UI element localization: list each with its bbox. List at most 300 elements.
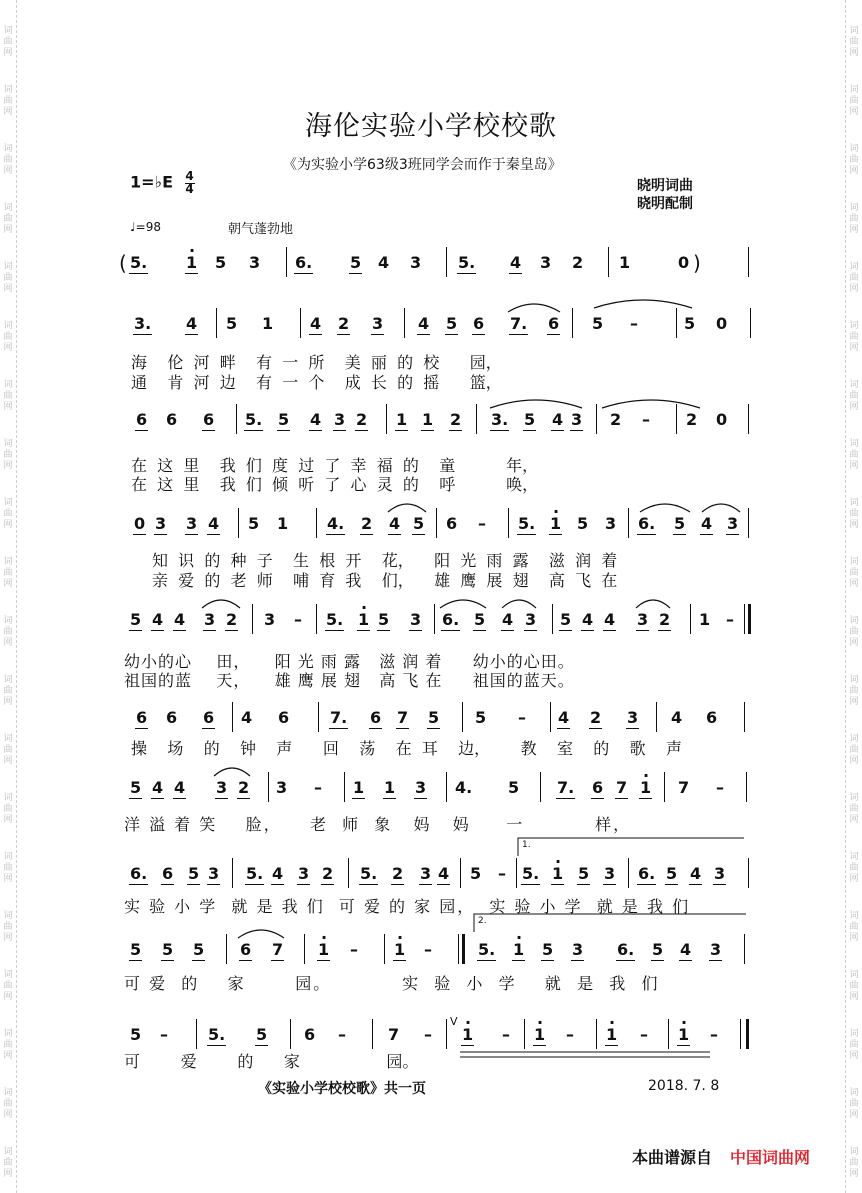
notation-line-d [0,514,862,550]
note: 4 [510,253,522,272]
bar-line [232,702,233,732]
note: 5 [188,864,200,883]
note: 3 [155,514,167,533]
watermark-mark: 词 曲 网 [3,144,13,176]
lyric-line5: 操 场 的 钟 声 回 荡 在 耳 边， 教 室 的 歌 声 [131,739,682,758]
note: 6 [278,708,290,727]
note: 3 [727,514,739,533]
watermark-mark: 词 曲 网 [849,675,859,707]
bar-line [462,934,465,964]
note: · 1 [550,514,561,533]
note: 6 [136,410,148,429]
note: 2 [361,514,373,533]
note: – [338,1025,346,1044]
note: 5 [652,940,664,959]
watermark-mark: 词 曲 网 [849,793,859,825]
bar-line [446,247,447,277]
note: 1 [353,778,365,797]
watermark-mark: 词 曲 网 [849,1088,859,1120]
key-label: 1=♭E [130,172,174,192]
note: 3 [410,610,422,629]
bar-line [744,702,745,732]
bar-line [232,858,233,888]
bar-line [748,247,749,277]
note: 3 [605,514,617,533]
note: 5 [428,708,440,727]
watermark-mark: 词 曲 网 [849,498,859,530]
note: 4 [241,708,253,727]
watermark-mark: 词 曲 网 [3,557,13,589]
note: – [710,1025,718,1044]
note: · 1 [552,864,563,883]
note: – [424,940,432,959]
notation-line-e [0,610,862,646]
note: 6. [130,864,148,883]
note: 4 [552,410,564,429]
tie-arc [602,400,700,408]
bar-line [268,772,269,802]
note: 2 [686,410,698,429]
meter-bottom: 4 [185,182,194,196]
lyric-line8: 可 爱 的 家 园。 实 验 小 学 就 是 我 们 [124,974,660,993]
bar-line [372,1019,373,1049]
note: 5 [666,864,678,883]
note: 3. [134,314,152,333]
note: 4 [174,610,186,629]
note: 3 [410,253,422,272]
note: 4. [327,514,345,533]
watermark-mark: 词 曲 网 [3,911,13,943]
note: 5 [524,410,536,429]
note: 6. [638,864,656,883]
bar-line [216,308,217,338]
note: 3 [415,778,427,797]
note: – [716,778,724,797]
note: 6 [136,708,148,727]
note: – [294,610,302,629]
note: 1 [384,778,396,797]
note: 1 [277,514,289,533]
note: 5 [130,1025,142,1044]
repeat-paren-open: ( [119,251,127,275]
note: 3 [637,610,649,629]
note: 3 [204,610,216,629]
note: 5. [246,864,264,883]
watermark-mark: 词 曲 网 [849,734,859,766]
bar-line [676,308,677,338]
note: 3. [491,410,509,429]
note: 6. [638,514,656,533]
footer-title: 《实验小学校校歌》共一页 [258,1081,426,1097]
note: 3 [710,940,722,959]
slur-arc [508,304,560,312]
source-site-link[interactable]: 中国词曲网 [730,1148,811,1167]
bar-line [750,308,751,338]
lyric-verse1-line1: 海 伦 河 畔 有 一 所 美 丽 的 校 园， [131,353,502,372]
note: 5. [245,410,263,429]
note: – [726,610,734,629]
slur-arc [388,504,426,512]
bar-line [508,508,509,538]
note: 2 [392,864,404,883]
bar-line [436,508,437,538]
note: 5. [130,253,148,272]
note: – [314,778,322,797]
footer-date: 2018. 7. 8 [648,1078,720,1094]
lyric-line6: 洋 溢 着 笑 脸， 老 师 象 妈 妈 一 样， [124,815,632,834]
credits [637,177,693,213]
watermark-mark: 词 曲 网 [849,262,859,294]
bar-line [348,858,349,888]
watermark-mark: 词 曲 网 [3,734,13,766]
note: 5 [470,864,482,883]
note: 0 [716,410,728,429]
bar-line [386,404,387,434]
bar-line [226,934,227,964]
note: 5. [458,253,476,272]
bar-line [746,1019,749,1049]
bar-line [524,1019,525,1049]
note: – [640,1025,648,1044]
note: 1 [699,610,711,629]
watermark-mark: 词 曲 网 [849,1029,859,1061]
slur-arc [502,600,536,608]
notation-line-g [0,778,862,814]
note: 2 [338,314,350,333]
lyric-verse2-line2: 在 这 里 我 们 倾 听 了 心 灵 的 呼 唤， [131,475,539,494]
note: · 1 [186,253,197,272]
note: 0 [678,253,690,272]
note: 3 [420,864,432,883]
bar-line [748,858,749,888]
note: – [478,514,486,533]
watermark-mark: 词 曲 网 [3,1088,13,1120]
note: 4 [690,864,702,883]
watermark-mark: 词 曲 网 [849,1147,859,1179]
note: 3 [525,610,537,629]
bar-line [628,858,629,888]
note: 0 [134,514,146,533]
watermark-mark: 词 曲 网 [3,970,13,1002]
note: 2 [590,708,602,727]
note: 6 [162,864,174,883]
note: 1 [422,410,434,429]
note: 7 [616,778,628,797]
note: 0 [716,314,728,333]
source-label: 本曲谱源自 [632,1148,713,1167]
bar-line [446,772,447,802]
bar-line [304,934,305,964]
note: 2 [238,778,250,797]
note: 3 [264,610,276,629]
note: 4 [502,610,514,629]
note: 5 [162,940,174,959]
right-watermark-strip [845,0,862,1193]
note: 4 [310,314,322,333]
watermark-mark: 词 曲 网 [3,498,13,530]
lyric-verse2-line1: 通 肯 河 边 有 一 个 成 长 的 摇 篮， [131,373,502,392]
note: 5 [130,778,142,797]
note: 5 [350,253,362,272]
volta-1-bracket [518,838,744,856]
watermark-mark: 词 曲 网 [3,26,13,58]
bar-line [316,604,317,634]
expression-mark: 朝气蓬勃地 [228,222,294,237]
bar-line [344,772,345,802]
lyric-line9: 可 爱 的 家 园。 [124,1052,419,1071]
note: 7 [397,708,409,727]
lyric-verse2-line4: 祖国的蓝 天， 雄 鹰 展 翅 高 飞 在 祖国的蓝天。 [124,671,575,690]
credit-lyrics-music: 晓明词曲 [637,178,693,194]
note: 6. [617,940,635,959]
note: 5. [522,864,540,883]
note: 5 [130,610,142,629]
bar-line [236,404,237,434]
watermark-mark: 词 曲 网 [3,616,13,648]
note: 4 [604,610,616,629]
note: – [424,1025,432,1044]
bar-line [552,604,553,634]
lyric-verse2-line3: 亲 爱 的 老 师 哺 育 我 们， 雄 鹰 展 翅 高 飞 在 [152,571,618,590]
note: 2 [659,610,671,629]
breath-mark: V [450,1015,458,1028]
note: 4. [455,778,473,797]
source-credit [632,1145,810,1168]
watermark-mark: 词 曲 网 [849,439,859,471]
note: · 1 [513,940,524,959]
note: 5. [518,514,536,533]
note: 4 [438,864,450,883]
bar-line [458,934,459,964]
watermark-mark: 词 曲 网 [849,911,859,943]
watermark-mark: 词 曲 网 [3,262,13,294]
note: 2 [572,253,584,272]
note: 1 [396,410,408,429]
bar-line [476,404,477,434]
note: 6 [166,410,178,429]
note: 5 [256,1025,268,1044]
bar-line [318,702,319,732]
note: 3 [571,410,583,429]
watermark-mark: 词 曲 网 [3,852,13,884]
note: 3 [372,314,384,333]
bar-line [628,508,629,538]
bar-line [286,247,287,277]
bar-line [316,508,317,538]
note: – [160,1025,168,1044]
note: 5 [413,514,425,533]
bar-line [196,1019,197,1049]
note: 7 [678,778,690,797]
note: 7 [388,1025,400,1044]
watermark-mark: 词 曲 网 [3,439,13,471]
note: 6 [203,410,215,429]
bar-line [656,702,657,732]
slur-arc [214,768,250,776]
note: 5 [226,314,238,333]
bar-line [744,934,745,964]
watermark-mark: 词 曲 网 [3,321,13,353]
bar-line [744,604,745,634]
bar-line [748,604,751,634]
note: 1 [619,253,631,272]
bar-line [290,1019,291,1049]
note: 4 [310,410,322,429]
note: – [630,314,638,333]
note: 7. [510,314,528,333]
note: 4 [378,253,390,272]
note: 4 [680,940,692,959]
key-signature [130,171,195,195]
watermark-mark: 词 曲 网 [849,144,859,176]
note: 5 [248,514,260,533]
note: 6 [203,708,215,727]
watermark-mark: 词 曲 网 [849,380,859,412]
note: · 1 [640,778,651,797]
lyric-verse1-line4: 幼小的心 田， 阳 光 雨 露 滋 润 着 幼小的心田。 [124,652,575,671]
left-watermark-strip [0,0,17,1193]
credit-arrangement: 晓明配制 [637,196,693,212]
note: 4 [186,314,198,333]
slur-arc [490,400,582,408]
note: 6 [166,708,178,727]
note: 6 [446,514,458,533]
note: 5 [378,610,390,629]
note: 5 [278,410,290,429]
slur-arc [702,504,740,512]
bar-line [300,308,301,338]
notation-line-c [0,410,862,446]
note: 4 [671,708,683,727]
repeat-paren-close: ) [693,251,701,275]
note: 6 [473,314,485,333]
note: 6 [706,708,718,727]
watermark-mark: 词 曲 网 [849,26,859,58]
watermark-mark: 词 曲 网 [3,675,13,707]
bar-line [668,1019,669,1049]
note: 2 [450,410,462,429]
note: – [566,1025,574,1044]
note: 5 [475,708,487,727]
watermark-mark: 词 曲 网 [849,852,859,884]
watermark-mark: 词 曲 网 [3,85,13,117]
watermark-mark: 词 曲 网 [849,321,859,353]
note: 2 [226,610,238,629]
note: 7 [272,940,284,959]
note: 3 [216,778,228,797]
tie-arc [594,300,692,308]
note: 3 [249,253,261,272]
volta-1-label: 1. [522,840,531,850]
bar-line [748,404,749,434]
slur-arc [640,504,690,512]
note: 6 [548,314,560,333]
note: – [642,410,650,429]
note: · 1 [318,940,329,959]
notation-line-b [0,314,862,350]
note: 2 [322,864,334,883]
note: 3 [540,253,552,272]
watermark-mark: 词 曲 网 [849,557,859,589]
note: 5 [130,940,142,959]
note: 4 [272,864,284,883]
bar-line [446,1019,447,1049]
note: 5 [592,314,604,333]
bar-line [516,858,517,888]
note: 5. [208,1025,226,1044]
note: – [350,940,358,959]
note: 5 [577,514,589,533]
note: 3 [186,514,198,533]
note: 5. [478,940,496,959]
bar-line [664,772,665,802]
note: 6 [370,708,382,727]
bar-line [608,247,609,277]
note: – [498,864,506,883]
note: 3 [627,708,639,727]
note: · 1 [462,1025,473,1044]
note: 3 [298,864,310,883]
note: 5 [446,314,458,333]
bar-line [384,934,385,964]
note: 6. [442,610,460,629]
note: 5 [215,253,227,272]
note: 4 [418,314,430,333]
bar-line [748,508,749,538]
notation-line-a [0,253,862,289]
meter-top: 4 [185,169,194,183]
bar-line [252,604,253,634]
slur-arc [440,600,486,608]
note: 4 [152,610,164,629]
note: · 1 [534,1025,545,1044]
volta-2-label: 2. [478,916,487,926]
note: · 1 [394,940,405,959]
watermark-mark: 词 曲 网 [3,1029,13,1061]
note: 3 [208,864,220,883]
bar-line [572,308,573,338]
time-signature [185,171,195,195]
note: · 1 [606,1025,617,1044]
bar-line [746,772,747,802]
bar-line [404,308,405,338]
bar-line [596,1019,597,1049]
watermark-mark: 词 曲 网 [849,616,859,648]
slur-arc [636,600,670,608]
note: – [502,1025,510,1044]
note: 5 [674,514,686,533]
note: 7. [557,778,575,797]
note: 5 [560,610,572,629]
watermark-mark: 词 曲 网 [849,970,859,1002]
note: 6 [240,940,252,959]
note: 5 [508,778,520,797]
note: · 1 [358,610,369,629]
note: 4 [701,514,713,533]
note: 4 [152,778,164,797]
bar-line [462,702,463,732]
note: 4 [389,514,401,533]
note: 5 [193,940,205,959]
note: 5. [326,610,344,629]
slur-arc [202,600,240,608]
note: 6 [304,1025,316,1044]
note: 5 [474,610,486,629]
watermark-mark: 词 曲 网 [849,203,859,235]
note: 4 [558,708,570,727]
lyric-verse1-line2: 在 这 里 我 们 度 过 了 幸 福 的 童 年， [131,456,539,475]
note: 2 [356,410,368,429]
